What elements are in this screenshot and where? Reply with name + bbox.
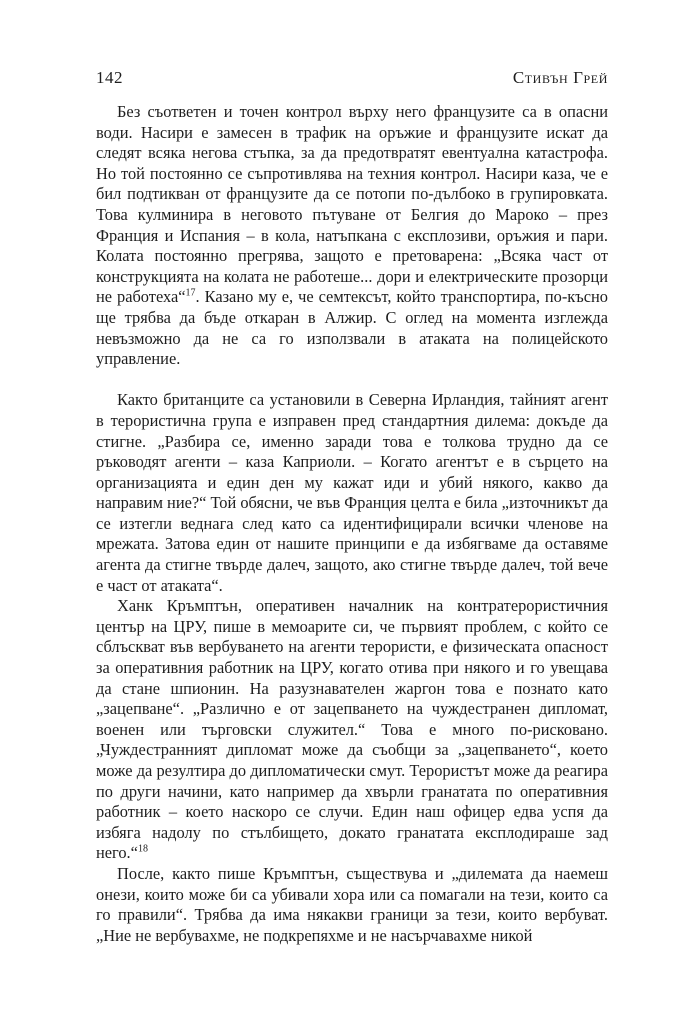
- footnote-marker: 17: [185, 287, 196, 299]
- paragraph: [96, 102, 608, 370]
- body-text: [96, 102, 608, 946]
- paragraph: [96, 596, 608, 864]
- footnote-marker: 18: [137, 843, 148, 855]
- paragraph: [96, 390, 608, 596]
- text-run: Без съответен и точен контрол върху него французите са в опасни води. Насири е замесен в трафик на оръжие и французите искат да следят всяка негова стъпка, за да предотвратят евентуална катастрофа. Но той постоянно се съпротивлява на техния контрол. Насири каза, че е бил подтикван от французите да се потопи по-дълбоко в групировката. Това кулминира в неговото пътуване от Белгия до Мароко – през Франция и Испания – в кола, натъпкана с експлозиви, оръжия и пари. Колата постоянно прегрява, защото е претоварена: „Всяка част от конструкцията на колата не работеше... дори и електрическите прозорци не работеха“: [96, 102, 608, 307]
- text-run: Както британците са установили в Северна Ирландия, тайният агент в терористична група е изправен пред стандартния дилема: докъде да стигне. „Разбира се, именно заради това е толкова трудно да се ръководят агенти – каза Каприоли. – Когато агентът е в сърцето на организацията и един ден му кажат иди и убий някого, какво да направим ние?“ Той обясни, че във Франция целта е била „източникът да се изтегли веднага след като са идентифицирали всички членове на мрежата. Затова един от нашите принципи е да избягваме да оставяме агента да стигне твърде далеч, защото, ако стигне твърде далеч, той вече е част от атаката“.: [96, 390, 609, 595]
- running-head-author: Стивън Грей: [512, 68, 608, 87]
- page-number: 142: [96, 68, 123, 87]
- text-run: . Казано му е, че семтексът, който транспортира, по-късно ще трябва да бъде откаран в Алжир. С оглед на момента изглежда невъзможно да не са го използвали в атаката на полицейското управление.: [96, 287, 608, 369]
- book-page: [96, 68, 608, 946]
- text-run: После, както пише Кръмптън, съществува и „дилемата да наемеш онези, които може би са убивали хора или са помагали на тези, които са го правили“. Трябва да има някакви граници за тези, които вербуват. „Ние не вербувахме, не подкрепяхме и не насърчавахме никой: [96, 863, 608, 945]
- paragraph: [96, 864, 608, 946]
- text-run: Ханк Кръмптън, оперативен началник на контратерористичния център на ЦРУ, пише в мемоарите си, че първият проблем, с който се сблъскват във вербуването на агенти терористи, е физическата опасност за оперативния работник на ЦРУ, когато отива при някого и го увещава да стане шпионин. На разузнавателен жаргон това е познато като „зацепване“. „Различно е от зацепването на чуждестранен дипломат, военен или търговски служител.“ Това е много по-рисковано. „Чуждестранният дипломат може да съобщи за „зацепването“, което може да резултира до дипломатически смут. Терористът може да реагира по други начини, като например да хвърли гранатата по оперативния работник – което наскоро се случи. Един наш офицер едва успя да избяга надолу по стълбището, докато гранатата експлодираше зад него.“: [96, 596, 608, 863]
- page-header: [96, 68, 608, 102]
